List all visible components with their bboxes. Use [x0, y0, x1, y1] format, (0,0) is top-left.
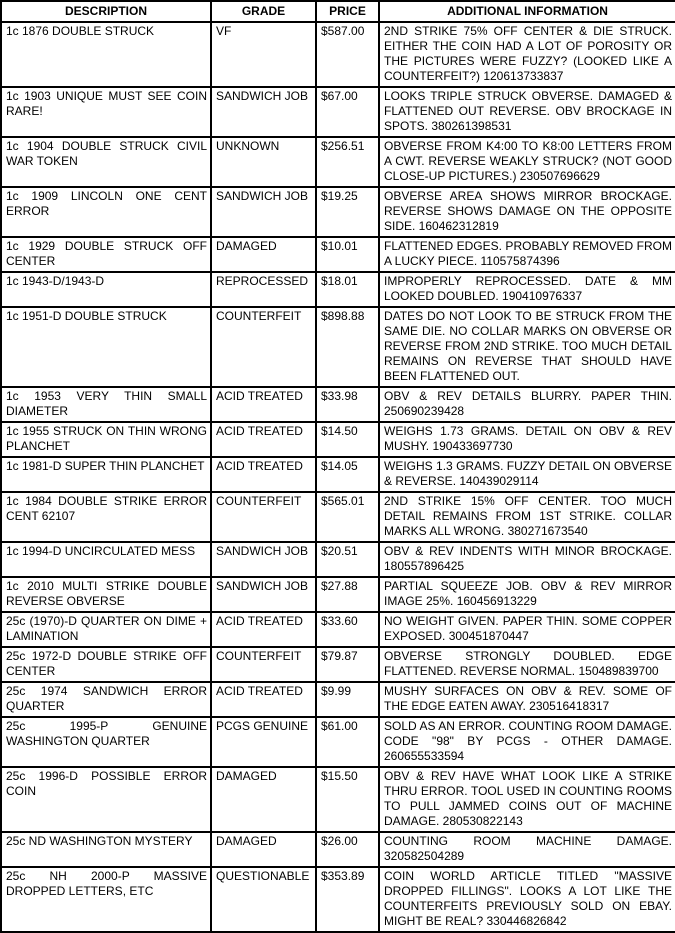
grade-cell: ACID TREATED: [211, 387, 316, 422]
price-cell: $26.00: [316, 832, 379, 867]
info-cell: 2ND STRIKE 75% OFF CENTER & DIE STRUCK. EITHER THE COIN HAD A LOT OF POROSITY OR THE PICTURES WERE FUZZY? (LOOKED LIKE A COUNTERFEIT?) 120613733837: [379, 22, 675, 87]
description-cell: 1c 1955 STRUCK ON THIN WRONG PLANCHET: [1, 422, 211, 457]
grade-cell: ACID TREATED: [211, 682, 316, 717]
price-cell: $10.01: [316, 237, 379, 272]
info-cell: IMPROPERLY REPROCESSED. DATE & MM LOOKED DOUBLED. 190410976337: [379, 272, 675, 307]
price-cell: $353.89: [316, 867, 379, 932]
grade-cell: ACID TREATED: [211, 422, 316, 457]
grade-cell: UNKNOWN: [211, 137, 316, 187]
price-cell: $33.60: [316, 612, 379, 647]
table-row: [1, 492, 675, 542]
table-row: [1, 577, 675, 612]
price-cell: $565.01: [316, 492, 379, 542]
info-cell: OBVERSE FROM K4:00 TO K8:00 LETTERS FROM A CWT. REVERSE WEAKLY STRUCK? (NOT GOOD CLOSE-UP PICTURES.) 230507696629: [379, 137, 675, 187]
description-cell: 25c ND WASHINGTON MYSTERY: [1, 832, 211, 867]
description-cell: 1c 1943-D/1943-D: [1, 272, 211, 307]
info-cell: OBV & REV HAVE WHAT LOOK LIKE A STRIKE THRU ERROR. TOOL USED IN COUNTING ROOMS TO PULL JAMMED COINS OUT OF MACHINE DAMAGE. 280530822143: [379, 767, 675, 832]
description-cell: 25c NH 2000-P MASSIVE DROPPED LETTERS, ETC: [1, 867, 211, 932]
grade-cell: DAMAGED: [211, 767, 316, 832]
info-cell: NO WEIGHT GIVEN. PAPER THIN. SOME COPPER EXPOSED. 300451870447: [379, 612, 675, 647]
price-cell: $256.51: [316, 137, 379, 187]
info-cell: 2ND STRIKE 15% OFF CENTER. TOO MUCH DETAIL REMAINS FROM 1ST STRIKE. COLLAR MARKS ALL WRONG. 380271673540: [379, 492, 675, 542]
grade-cell: REPROCESSED: [211, 272, 316, 307]
grade-cell: DAMAGED: [211, 832, 316, 867]
description-cell: 1c 2010 MULTI STRIKE DOUBLE REVERSE OBVERSE: [1, 577, 211, 612]
table-row: [1, 237, 675, 272]
table-row: [1, 307, 675, 387]
grade-cell: COUNTERFEIT: [211, 307, 316, 387]
table-row: [1, 87, 675, 137]
info-cell: FLATTENED EDGES. PROBABLY REMOVED FROM A LUCKY PIECE. 110575874396: [379, 237, 675, 272]
info-cell: WEIGHS 1.73 GRAMS. DETAIL ON OBV & REV MUSHY. 190433697730: [379, 422, 675, 457]
description-cell: 1c 1984 DOUBLE STRIKE ERROR CENT 62107: [1, 492, 211, 542]
info-cell: LOOKS TRIPLE STRUCK OBVERSE. DAMAGED & FLATTENED OUT REVERSE. OBV BROCKAGE IN SPOTS. 380261398531: [379, 87, 675, 137]
description-cell: 25c 1972-D DOUBLE STRIKE OFF CENTER: [1, 647, 211, 682]
table-row: [1, 612, 675, 647]
info-cell: MUSHY SURFACES ON OBV & REV. SOME OF THE EDGE EATEN AWAY. 230516418317: [379, 682, 675, 717]
description-cell: 25c 1974 SANDWICH ERROR QUARTER: [1, 682, 211, 717]
table-row: [1, 187, 675, 237]
price-cell: $61.00: [316, 717, 379, 767]
table-row: [1, 542, 675, 577]
grade-cell: COUNTERFEIT: [211, 647, 316, 682]
description-cell: 1c 1951-D DOUBLE STRUCK: [1, 307, 211, 387]
table-row: [1, 422, 675, 457]
price-cell: $15.50: [316, 767, 379, 832]
description-cell: 1c 1909 LINCOLN ONE CENT ERROR: [1, 187, 211, 237]
info-cell: COUNTING ROOM MACHINE DAMAGE. 320582504289: [379, 832, 675, 867]
grade-cell: DAMAGED: [211, 237, 316, 272]
column-header-additional-information: ADDITIONAL INFORMATION: [379, 1, 675, 22]
table-row: [1, 22, 675, 87]
description-cell: 25c 1995-P GENUINE WASHINGTON QUARTER: [1, 717, 211, 767]
price-cell: $9.99: [316, 682, 379, 717]
info-cell: COIN WORLD ARTICLE TITLED "MASSIVE DROPPED FILLINGS". LOOKS A LOT LIKE THE COUNTERFEITS PREVIOUSLY SOLD ON EBAY. MIGHT BE REAL? 330446826842: [379, 867, 675, 932]
grade-cell: COUNTERFEIT: [211, 492, 316, 542]
price-cell: $14.05: [316, 457, 379, 492]
column-header-grade: GRADE: [211, 1, 316, 22]
table-row: [1, 647, 675, 682]
price-cell: $67.00: [316, 87, 379, 137]
table-row: [1, 767, 675, 832]
grade-cell: SANDWICH JOB: [211, 87, 316, 137]
column-header-description: DESCRIPTION: [1, 1, 211, 22]
grade-cell: PCGS GENUINE: [211, 717, 316, 767]
description-cell: 25c (1970)-D QUARTER ON DIME + LAMINATION: [1, 612, 211, 647]
grade-cell: ACID TREATED: [211, 457, 316, 492]
info-cell: DATES DO NOT LOOK TO BE STRUCK FROM THE SAME DIE. NO COLLAR MARKS ON OBVERSE OR REVERSE FROM 2ND STRIKE. TOO MUCH DETAIL REMAINS ON REVERSE THAT SHOULD HAVE BEEN FLATTENED OUT.: [379, 307, 675, 387]
info-cell: OBVERSE STRONGLY DOUBLED. EDGE FLATTENED. REVERSE NORMAL. 150489839700: [379, 647, 675, 682]
grade-cell: SANDWICH JOB: [211, 187, 316, 237]
description-cell: 1c 1953 VERY THIN SMALL DIAMETER: [1, 387, 211, 422]
grade-cell: SANDWICH JOB: [211, 577, 316, 612]
info-cell: OBV & REV INDENTS WITH MINOR BROCKAGE. 180557896425: [379, 542, 675, 577]
price-cell: $27.88: [316, 577, 379, 612]
table-row: [1, 717, 675, 767]
table-row: [1, 682, 675, 717]
info-cell: OBV & REV DETAILS BLURRY. PAPER THIN. 250690239428: [379, 387, 675, 422]
description-cell: 25c 1996-D POSSIBLE ERROR COIN: [1, 767, 211, 832]
price-cell: $33.98: [316, 387, 379, 422]
header-row: [1, 1, 675, 22]
price-cell: $79.87: [316, 647, 379, 682]
table-row: [1, 867, 675, 932]
table-row: [1, 832, 675, 867]
table-body: [1, 22, 675, 932]
price-cell: $898.88: [316, 307, 379, 387]
description-cell: 1c 1903 UNIQUE MUST SEE COIN RARE!: [1, 87, 211, 137]
table-row: [1, 272, 675, 307]
grade-cell: QUESTIONABLE: [211, 867, 316, 932]
price-cell: $18.01: [316, 272, 379, 307]
info-cell: OBVERSE AREA SHOWS MIRROR BROCKAGE. REVERSE SHOWS DAMAGE ON THE OPPOSITE SIDE. 160462312819: [379, 187, 675, 237]
price-cell: $19.25: [316, 187, 379, 237]
info-cell: WEIGHS 1.3 GRAMS. FUZZY DETAIL ON OBVERSE & REVERSE. 140439029114: [379, 457, 675, 492]
table-row: [1, 387, 675, 422]
info-cell: PARTIAL SQUEEZE JOB. OBV & REV MIRROR IMAGE 25%. 160456913229: [379, 577, 675, 612]
table-row: [1, 457, 675, 492]
info-cell: SOLD AS AN ERROR. COUNTING ROOM DAMAGE. CODE "98" BY PCGS - OTHER DAMAGE. 260655533594: [379, 717, 675, 767]
price-cell: $14.50: [316, 422, 379, 457]
description-cell: 1c 1929 DOUBLE STRUCK OFF CENTER: [1, 237, 211, 272]
description-cell: 1c 1994-D UNCIRCULATED MESS: [1, 542, 211, 577]
table-header: [1, 1, 675, 22]
table-row: [1, 137, 675, 187]
price-cell: $20.51: [316, 542, 379, 577]
description-cell: 1c 1876 DOUBLE STRUCK: [1, 22, 211, 87]
grade-cell: ACID TREATED: [211, 612, 316, 647]
column-header-price: PRICE: [316, 1, 379, 22]
description-cell: 1c 1904 DOUBLE STRUCK CIVIL WAR TOKEN: [1, 137, 211, 187]
description-cell: 1c 1981-D SUPER THIN PLANCHET: [1, 457, 211, 492]
grade-cell: SANDWICH JOB: [211, 542, 316, 577]
price-cell: $587.00: [316, 22, 379, 87]
grade-cell: VF: [211, 22, 316, 87]
